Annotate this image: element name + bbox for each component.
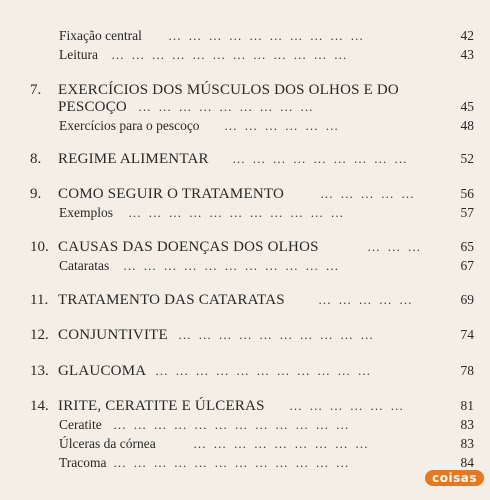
dot-leader: … … … … … … … … … … … … xyxy=(111,47,349,62)
toc-entry-ceratite xyxy=(0,416,490,434)
chapter-title: CAUSAS DAS DOENÇAS DOS OLHOS xyxy=(58,239,319,255)
toc-entry-exercicios-pescoco xyxy=(0,117,490,135)
chapter-number: 7. xyxy=(30,82,42,98)
page-number: 84 xyxy=(460,455,474,470)
dot-leader: … … … … … xyxy=(318,292,414,307)
chapter-number: 14. xyxy=(30,398,49,414)
chapter-title: COMO SEGUIR O TRATAMENTO xyxy=(58,186,284,202)
dot-leader: … … … … … … … … … xyxy=(138,99,315,114)
dot-leader: … … … … … … … … … … … … xyxy=(113,455,351,470)
toc-chapter-11 xyxy=(0,291,490,309)
page-number: 56 xyxy=(460,186,474,201)
toc-entry-fixacao-central xyxy=(0,27,490,45)
toc-entry-title: Tracoma xyxy=(59,455,107,470)
page-number: 69 xyxy=(460,292,474,307)
chapter-title: EXERCÍCIOS DOS MÚSCULOS DOS OLHOS E DO xyxy=(58,82,399,98)
toc-entry-title: Cataratas xyxy=(59,258,110,273)
toc-chapter-13 xyxy=(0,362,490,380)
page-number: 83 xyxy=(460,436,474,451)
toc-entry-title: Úlceras da córnea xyxy=(59,436,156,451)
toc-entry-title: Fixação central xyxy=(59,28,142,43)
watermark-logo: coisas xyxy=(425,470,484,486)
chapter-number: 9. xyxy=(30,186,42,202)
toc-entry-title: Leitura xyxy=(59,47,98,62)
toc-entry-title: Ceratite xyxy=(59,417,102,432)
chapter-title: CONJUNTIVITE xyxy=(58,327,168,343)
page-number: 78 xyxy=(460,363,474,378)
dot-leader: … … … … … … xyxy=(224,118,341,133)
dot-leader: … … … xyxy=(367,239,423,254)
dot-leader: … … … … … … … … … … … xyxy=(123,258,341,273)
page-number: 43 xyxy=(460,47,474,62)
dot-leader: … … … … … … … … … … … xyxy=(128,205,346,220)
toc-chapter-7-line2 xyxy=(0,98,490,116)
dot-leader: … … … … … … … … … xyxy=(232,151,409,166)
dot-leader: … … … … … xyxy=(320,186,416,201)
toc-chapter-10 xyxy=(0,238,490,256)
dot-leader: … … … … … … xyxy=(289,398,406,413)
page-number: 52 xyxy=(460,151,474,166)
toc-entry-cataratas xyxy=(0,257,490,275)
chapter-title: TRATAMENTO DAS CATARATAS xyxy=(58,292,285,308)
chapter-title-continued: PESCOÇO xyxy=(58,99,127,115)
dot-leader: … … … … … … … … … … xyxy=(168,28,366,43)
toc-entry-title: Exercícios para o pescoço xyxy=(59,118,200,133)
dot-leader: … … … … … … … … … … … xyxy=(155,363,373,378)
toc-chapter-14 xyxy=(0,397,490,415)
dot-leader: … … … … … … … … … … … … xyxy=(113,417,351,432)
toc-entry-exemplos xyxy=(0,204,490,222)
toc-chapter-7-line1 xyxy=(0,81,490,99)
toc-entry-title: Exemplos xyxy=(59,205,113,220)
toc-chapter-8 xyxy=(0,150,490,168)
page-number: 57 xyxy=(460,205,474,220)
chapter-number: 11. xyxy=(30,292,49,308)
chapter-number: 8. xyxy=(30,151,42,167)
toc-chapter-9 xyxy=(0,185,490,203)
toc-entry-ulceras-cornea xyxy=(0,435,490,453)
page-number: 42 xyxy=(460,28,474,43)
dot-leader: … … … … … … … … … … xyxy=(178,327,376,342)
chapter-title: GLAUCOMA xyxy=(58,363,147,379)
chapter-number: 10. xyxy=(30,239,49,255)
page-number: 67 xyxy=(460,258,474,273)
chapter-title: IRITE, CERATITE E ÚLCERAS xyxy=(58,398,265,414)
page-number: 65 xyxy=(460,239,474,254)
page-number: 83 xyxy=(460,417,474,432)
toc-entry-tracoma xyxy=(0,454,490,472)
chapter-title: REGIME ALIMENTAR xyxy=(58,151,209,167)
toc-chapter-12 xyxy=(0,326,490,344)
chapter-number: 13. xyxy=(30,363,49,379)
toc-entry-leitura xyxy=(0,46,490,64)
dot-leader: … … … … … … … … … xyxy=(193,436,370,451)
page-number: 45 xyxy=(460,99,474,114)
page-number: 81 xyxy=(460,398,474,413)
page-number: 74 xyxy=(460,327,474,342)
chapter-number: 12. xyxy=(30,327,49,343)
page-number: 48 xyxy=(460,118,474,133)
